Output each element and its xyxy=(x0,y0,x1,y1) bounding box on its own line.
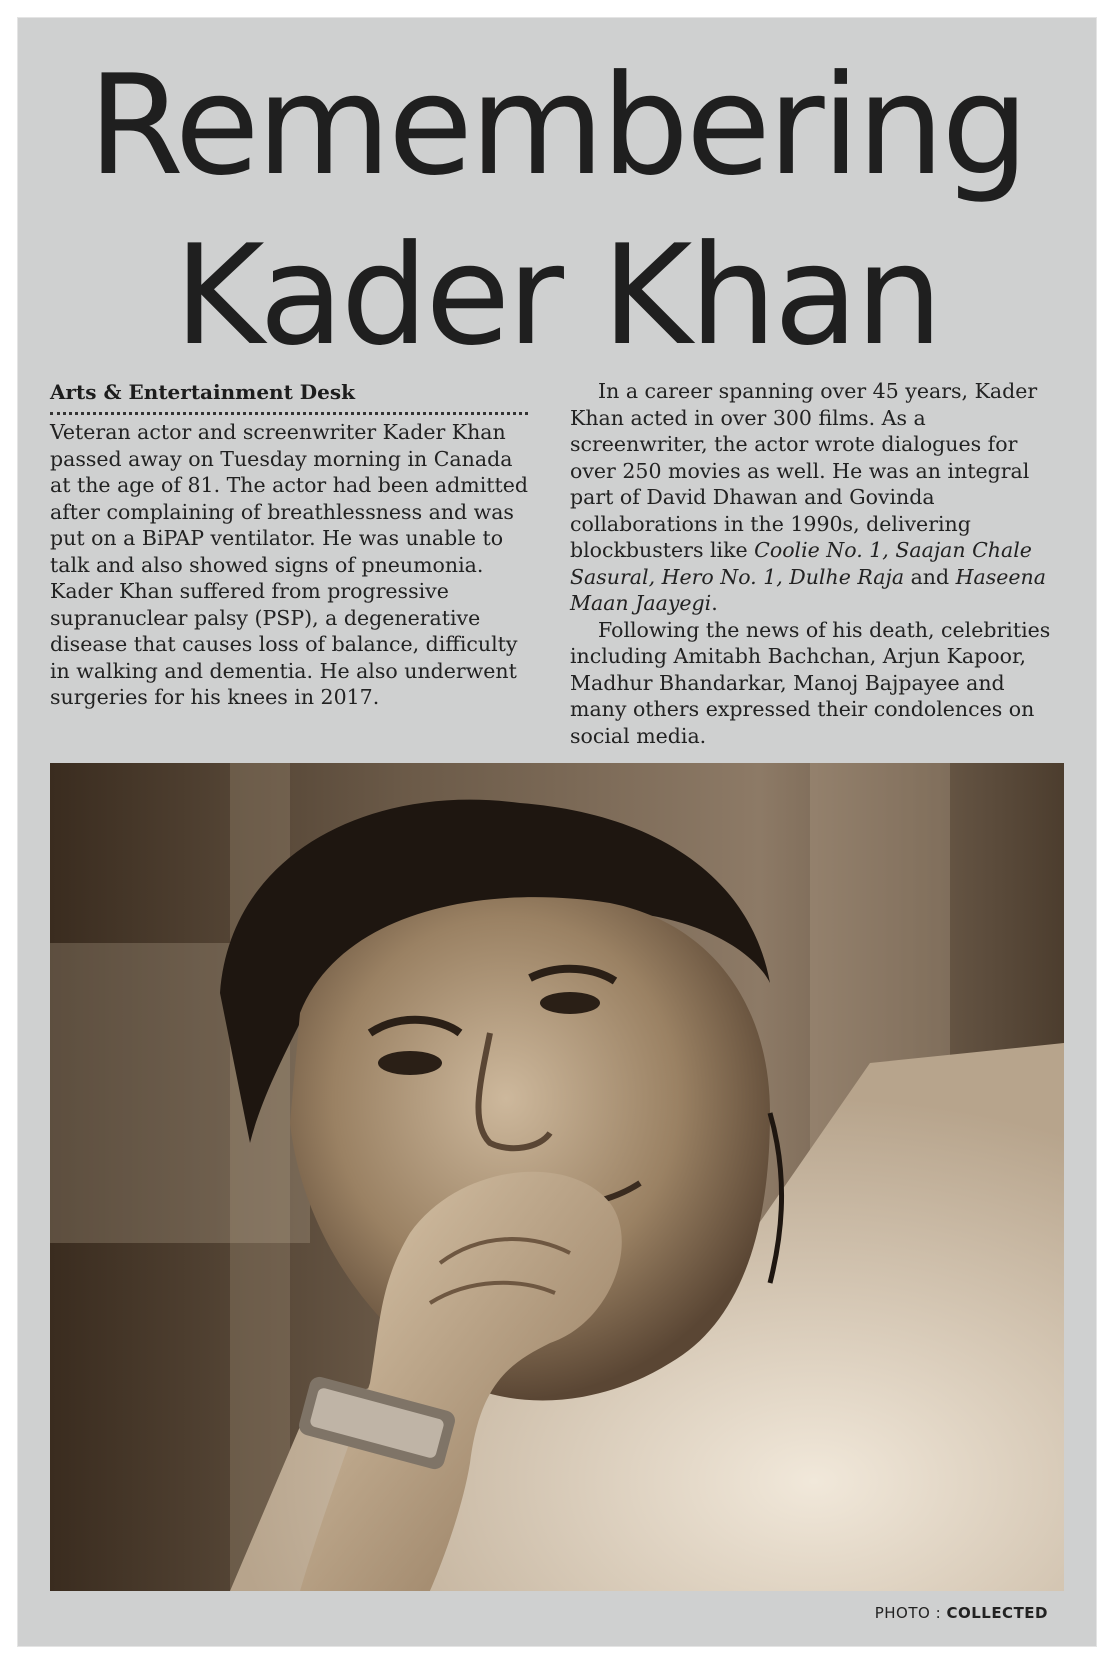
newspaper-page xyxy=(18,18,1096,1646)
article-column-right xyxy=(570,378,1062,749)
film-titles-1: Coolie No. 1, Saajan Chale Sasural, Hero No. 1, Dulhe Raja xyxy=(570,538,1032,589)
article-paragraph-3: Following the news of his death, celebrities including Amitabh Bachchan, Arjun Kapoor, Madhur Bhandarkar, Manoj Bajpayee and many others expressed their condolences on social media. xyxy=(570,617,1051,748)
byline: Arts & Entertainment Desk xyxy=(50,380,355,404)
films-connector: and xyxy=(904,564,956,589)
photo-credit xyxy=(875,1604,1048,1622)
portrait-illustration xyxy=(50,763,1064,1591)
paragraph-2-text: In a career spanning over 45 years, Kader Khan acted in over 300 films. As a screenwriter, the actor wrote dialogues for over 250 movies as well. He was an integral part of David Dhawan and Govinda collaborations in the 1990s, delivering blockbusters like xyxy=(570,379,1038,562)
article-paragraph-2 xyxy=(570,378,1062,617)
dotted-divider xyxy=(50,412,528,415)
photo-credit-value: COLLECTED xyxy=(946,1604,1048,1622)
paragraph-2-end: . xyxy=(711,591,718,615)
article-paragraph-1: Veteran actor and screenwriter Kader Khan passed away on Tuesday morning in Canada at the age of 81. The actor had been admitted after complaining of breathlessness and was put on a BiPAP ventilator. He was unable to talk and also showed signs of pneumonia. Kader Khan suffered from progressive supranuclear palsy (PSP), a degenerative disease that causes loss of balance, difficulty in walking and dementia. He also underwent surgeries for his knees in 2017. xyxy=(50,420,528,709)
film-titles-2: Haseena Maan Jaayegi xyxy=(570,564,1046,615)
headline-line-1: Remembering xyxy=(88,45,1026,206)
photo-credit-label: PHOTO : xyxy=(874,1604,947,1622)
portrait-photo xyxy=(50,763,1064,1591)
article-column-left xyxy=(50,378,528,711)
headline-line-2: Kader Khan xyxy=(174,215,940,376)
